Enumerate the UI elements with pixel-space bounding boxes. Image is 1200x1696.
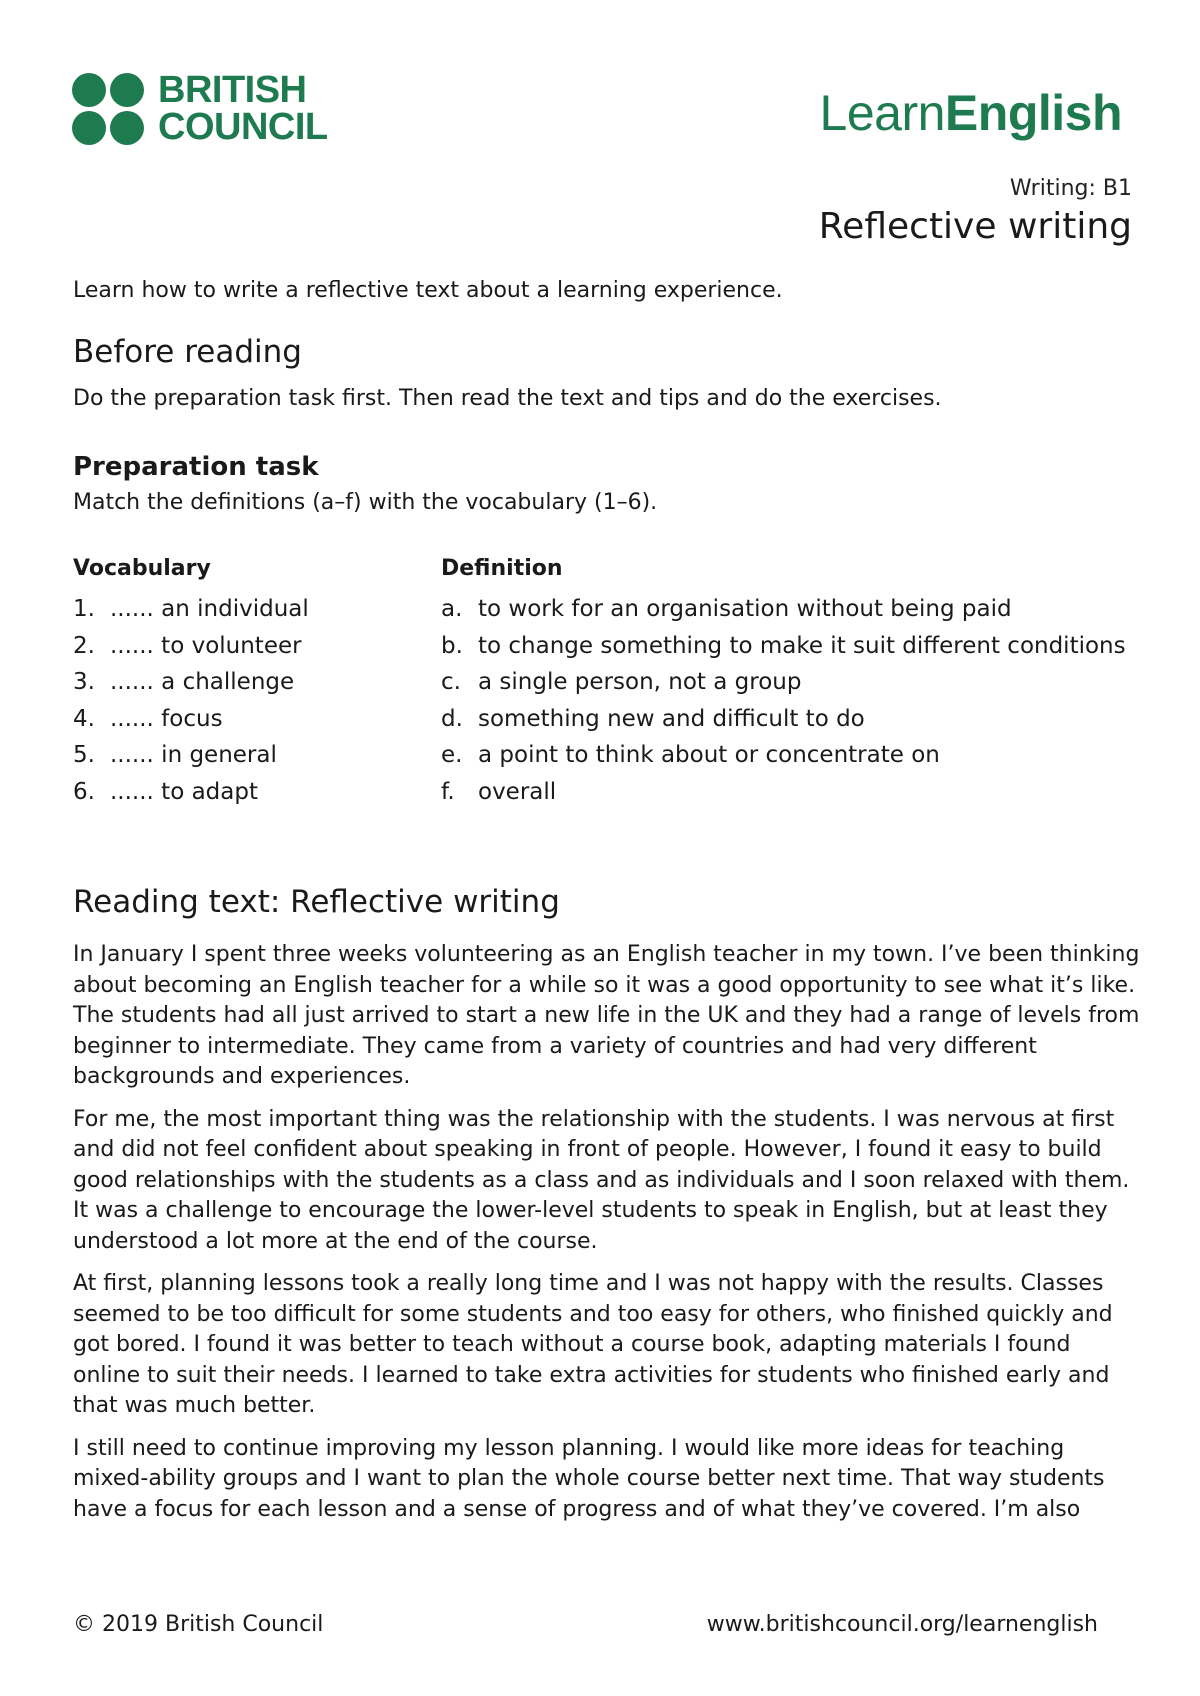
- preparation-task-title: Preparation task: [73, 452, 319, 482]
- logo-line-1: BRITISH: [158, 69, 307, 111]
- list-item: 3. ...... a challenge: [73, 669, 295, 695]
- learnenglish-logo: [820, 84, 1122, 142]
- list-item: e. a point to think about or concentrate on: [441, 742, 940, 768]
- reading-paragraph: For me, the most important thing was the relationship with the students. I was nervous at first and did not feel confident about speaking in front of people. However, I found it easy to build good relationships with the students as a class and as individuals and I soon relaxed with them. It was a challenge to encourage the lower-level students to speak in English, but at least they understood a lot more at the end of the course.: [73, 1106, 1130, 1254]
- list-item: 6. ...... to adapt: [73, 778, 258, 805]
- preparation-instruction: Match the definitions (a–f) with the vocabulary (1–6).: [73, 490, 658, 515]
- british-council-logo: [72, 69, 328, 148]
- logo-line-2: COUNCIL: [158, 106, 328, 148]
- logo-dots-icon: [72, 73, 144, 145]
- level-label: Writing: B1: [1009, 176, 1132, 201]
- intro-text: Learn how to write a reflective text about a learning experience.: [73, 278, 783, 303]
- vocabulary-heading: Vocabulary: [73, 556, 211, 581]
- brand-learn: Learn: [819, 85, 945, 141]
- list-item: b. to change something to make it suit different conditions: [441, 632, 1126, 659]
- list-item: 4. ...... focus: [73, 705, 223, 732]
- reading-text-body: [73, 940, 1143, 1537]
- reading-text-heading: Reading text: Reflective writing: [73, 884, 560, 920]
- list-item: f. overall: [441, 778, 557, 805]
- list-item: a. to work for an organisation without being paid: [441, 596, 1012, 622]
- definition-list: [441, 596, 1126, 815]
- page-title: Reflective writing: [818, 206, 1132, 247]
- definition-heading: Definition: [441, 556, 563, 581]
- list-item: 1. ...... an individual: [73, 596, 309, 622]
- reading-paragraph: I still need to continue improving my lesson planning. I would like more ideas for teaching mixed-ability groups and I want to plan the whole course better next time. That way students have a focus for each lesson and a sense of progress and of what they’ve covered. I’m also: [73, 1435, 1105, 1522]
- before-reading-text: Do the preparation task first. Then read the text and tips and do the exercises.: [73, 386, 942, 411]
- vocabulary-list: [73, 596, 309, 815]
- reading-paragraph: In January I spent three weeks volunteering as an English teacher in my town. I’ve been thinking about becoming an English teacher for a while so it was a good opportunity to see what it’s like. The students had all just arrived to start a new life in the UK and they had a range of levels from beginner to intermediate. They came from a variety of countries and had very different backgrounds and experiences.: [73, 942, 1140, 1089]
- before-reading-heading: Before reading: [73, 334, 302, 370]
- list-item: 5. ...... in general: [73, 742, 277, 768]
- reading-paragraph: At first, planning lessons took a really long time and I was not happy with the results. Classes seemed to be too difficult for some students and too easy for others, who finished quickly and got bored. I found it was better to teach without a course book, adapting materials I found online to suit their needs. I learned to take extra activities for students who finished early and that was much better.: [73, 1271, 1113, 1418]
- brand-english: English: [944, 85, 1122, 141]
- footer-url: www.britishcouncil.org/learnenglish: [706, 1612, 1098, 1637]
- list-item: c. a single person, not a group: [441, 669, 802, 695]
- list-item: d. something new and difficult to do: [441, 705, 865, 732]
- list-item: 2. ...... to volunteer: [73, 632, 302, 659]
- footer-copyright: © 2019 British Council: [73, 1612, 324, 1637]
